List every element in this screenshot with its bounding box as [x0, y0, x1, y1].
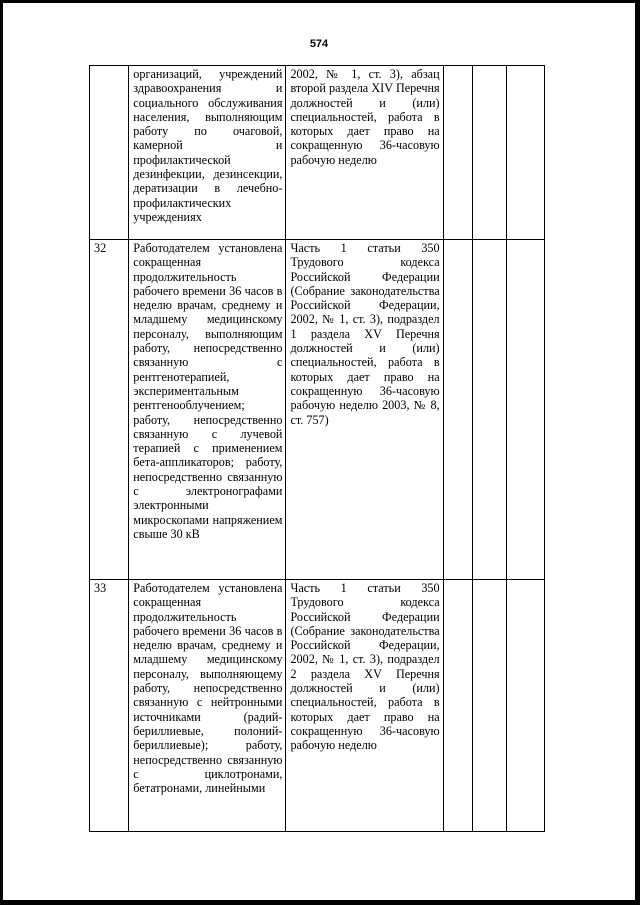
row-number: 32 — [90, 240, 129, 580]
empty-cell — [506, 66, 544, 240]
document-page — [3, 3, 635, 900]
table-row — [90, 580, 545, 832]
empty-cell — [506, 240, 544, 580]
page-number: 574 — [309, 38, 329, 50]
row-number — [90, 66, 129, 240]
empty-cell — [443, 240, 472, 580]
legal-basis: Часть 1 статьи 350 Трудового кодекса Российской Федерации (Собрание законодательства Российской Федерации, 2002, № 1, ст. 3), подраздел 2 раздела XV Перечня должностей и (или) специальностей, работа в которых дает право на сокращенную 36-часовую рабочую неделю — [286, 580, 443, 832]
empty-cell — [472, 66, 506, 240]
requirement-text: организаций, учреждений здравоохранения и социального обслуживания населения, выполняющим работу по очаговой, камерной и профилактической дезинфекции, дезинсекции, дератизации в лечебно-профилактических учреждениях — [129, 66, 286, 240]
empty-cell — [472, 240, 506, 580]
table-row — [90, 66, 545, 240]
table-row — [90, 240, 545, 580]
empty-cell — [443, 66, 472, 240]
legal-basis: 2002, № 1, ст. 3), абзац второй раздела XIV Перечня должностей и (или) специальностей, работа в которых дает право на сокращенную 36-часовую рабочую неделю — [286, 66, 443, 240]
requirements-table — [89, 65, 545, 832]
requirement-text: Работодателем установлена сокращенная продолжительность рабочего времени 36 часов в неделю врачам, среднему и младшему медицинскому персоналу, выполняющему работу, непосредственно связанную с нейтронными источниками (радий-бериллиевые, полоний-бериллиевые); работу, непосредственно связанную с циклотронами, бетатронами, линейными — [129, 580, 286, 832]
empty-cell — [472, 580, 506, 832]
legal-basis: Часть 1 статьи 350 Трудового кодекса Российской Федерации (Собрание законодательства Российской Федерации, 2002, № 1, ст. 3), подраздел 1 раздела XV Перечня должностей и (или) специальностей, работа в которых дает право на сокращенную 36-часовую рабочую неделю 2003, № 8, ст. 757) — [286, 240, 443, 580]
empty-cell — [506, 580, 544, 832]
requirement-text: Работодателем установлена сокращенная продолжительность рабочего времени 36 часов в неделю врачам, среднему и младшему медицинскому персоналу, выполняющим работу, непосредственно связанную с рентгенотерапией, экспериментальным рентгенооблучением; работу, непосредственно связанную с лучевой терапией с применением бета-аппликаторов; работу, непосредственно связанную с электронографами электронными микроскопами напряжением свыше 30 кВ — [129, 240, 286, 580]
empty-cell — [443, 580, 472, 832]
row-number: 33 — [90, 580, 129, 832]
